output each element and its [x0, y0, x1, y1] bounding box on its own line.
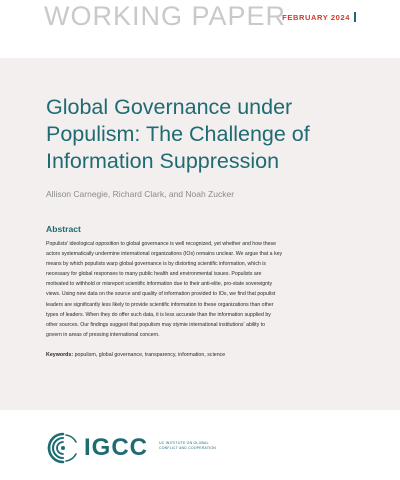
abstract-body [46, 239, 356, 340]
logo-wordmark: IGCC [84, 434, 148, 461]
abstract-line: necessary for global responses to many public health and environmental issues. Populists are [46, 271, 262, 278]
title-line: Populism: The Challenge of [46, 122, 310, 146]
date-divider [354, 12, 356, 22]
abstract-line: Populists' ideological opposition to global governance is well recognized, yet whether and how these [46, 241, 276, 247]
title-line: Global Governance under [46, 95, 293, 119]
header [0, 0, 400, 58]
igcc-logo [46, 431, 246, 471]
authors: Allison Carnegie, Richard Clark, and Noah Zucker [46, 189, 235, 199]
paper-title [46, 94, 366, 175]
publication-date: FEBRUARY 2024 [282, 13, 350, 22]
abstract-line: views. Using new data on the source and quality of information provided to IOs, we find that populist [46, 291, 276, 298]
abstract-line: govern in areas of pressing international concern. [46, 331, 160, 338]
abstract-line: leaders are significantly less likely to provide scientific information to these organizations than other [46, 301, 274, 308]
abstract-line: means by which populists warp global governance is by distorting scientific information, which is [46, 261, 266, 268]
abstract-line: motivated to withhold or misreport scientific information due to their anti-elite, pro-state sovereignty [46, 281, 273, 288]
logo-subtitle-line: CONFLICT AND COOPERATION [159, 446, 216, 451]
abstract-heading: Abstract [46, 224, 81, 234]
title-line: Information Suppression [46, 149, 280, 173]
logo-subtitle-line: UC INSTITUTE ON GLOBAL [159, 441, 209, 445]
doc-type-label: WORKING PAPER [44, 1, 287, 31]
keywords [46, 352, 225, 358]
abstract-line: types of leaders. When they do offer such data, it is less accurate than the information supplied by [46, 311, 271, 318]
abstract-line: actors systematically undermine international organizations (IOs) remains unclear. We argue that a key [46, 251, 283, 258]
abstract-line: other sources. Our findings suggest that populism may stymie international institutions' ability to [46, 321, 265, 328]
keywords-label: Keywords: [46, 352, 74, 358]
keywords-list: populism, global governance, transparency, information, science [74, 352, 226, 358]
igcc-ring-logo-icon [46, 431, 80, 465]
logo-subtitle [159, 441, 216, 451]
